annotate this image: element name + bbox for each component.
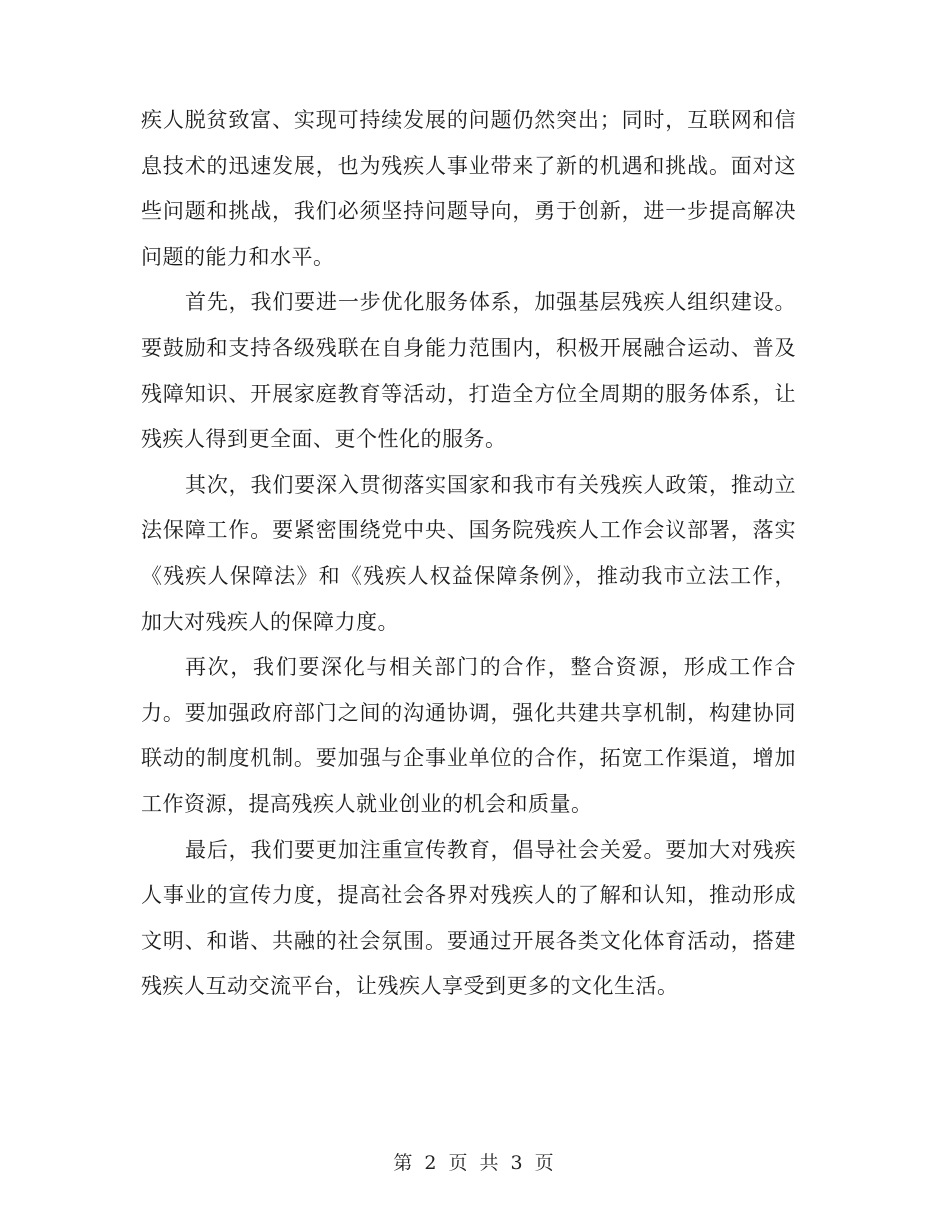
paragraph-continuation: 疾人脱贫致富、实现可持续发展的问题仍然突出；同时，互联网和信息技术的迅速发展，也为残疾人事业带来了新的机遇和挑战。面对这些问题和挑战，我们必须坚持问题导向，勇于创新，进一步提高解决问题的能力和水平。 bbox=[141, 108, 796, 269]
document-body bbox=[141, 98, 796, 1010]
paragraph-last: 最后，我们要更加注重宣传教育，倡导社会关爱。要加大对残疾人事业的宣传力度，提高社会各界对残疾人的了解和认知，推动形成文明、和谐、共融的社会氛围。要通过开展各类文化体育活动，搭建残疾人互动交流平台，让残疾人享受到更多的文化生活。 bbox=[141, 837, 796, 999]
paragraph-third: 再次，我们要深化与相关部门的合作，整合资源，形成工作合力。要加强政府部门之间的沟通协调，强化共建共享机制，构建协同联动的制度机制。要加强与企事业单位的合作，拓宽工作渠道，增加工作资源，提高残疾人就业创业的机会和质量。 bbox=[141, 655, 796, 816]
paragraph-second: 其次，我们要深入贯彻落实国家和我市有关残疾人政策，推动立法保障工作。要紧密围绕党中央、国务院残疾人工作会议部署，落实《残疾人保障法》和《残疾人权益保障条例》，推动我市立法工作，加大对残疾人的保障力度。 bbox=[141, 472, 796, 634]
paragraph-first: 首先，我们要进一步优化服务体系，加强基层残疾人组织建设。要鼓励和支持各级残联在自身能力范围内，积极开展融合运动、普及残障知识、开展家庭教育等活动，打造全方位全周期的服务体系，让残疾人得到更全面、更个性化的服务。 bbox=[141, 290, 796, 452]
page-number-footer: 第 2 页 共 3 页 bbox=[393, 1152, 557, 1174]
